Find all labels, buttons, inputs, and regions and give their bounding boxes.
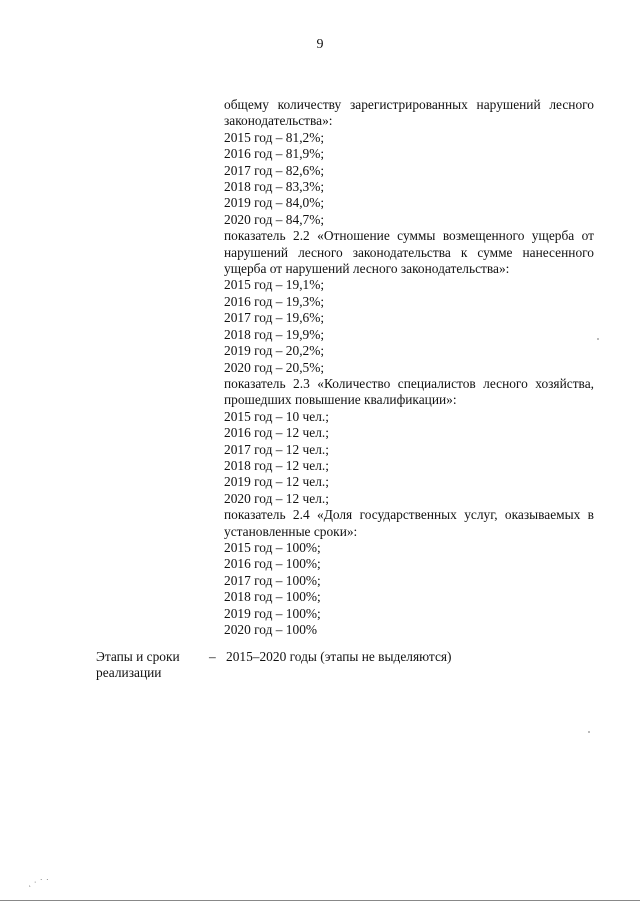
text-line: 2018 год – 19,9%; bbox=[224, 326, 325, 342]
text-line: 2020 год – 84,7%; bbox=[224, 211, 325, 227]
text-line: 2019 год – 100%; bbox=[224, 605, 321, 621]
text-line: 2016 год – 19,3%; bbox=[224, 293, 325, 309]
text-line: установленные сроки»: bbox=[224, 523, 358, 539]
text-line: показатель 2.3 «Количество специалистов лесного хозяйства, bbox=[224, 375, 594, 391]
stages-label bbox=[96, 649, 206, 682]
text-line: 2020 год – 20,5%; bbox=[224, 359, 325, 375]
text-line: 2017 год – 19,6%; bbox=[224, 310, 325, 326]
text-line: 2017 год – 82,6%; bbox=[224, 162, 325, 178]
text-line: 2018 год – 100%; bbox=[224, 589, 321, 605]
indicator-block bbox=[224, 228, 594, 376]
text-line: показатель 2.4 «Доля государственных услуг, оказываемых в bbox=[224, 507, 594, 523]
text-line: 2020 год – 12 чел.; bbox=[224, 490, 329, 506]
text-line: показатель 2.2 «Отношение суммы возмещенного ущерба от bbox=[224, 228, 594, 244]
indicator-block bbox=[224, 507, 594, 638]
scan-mark: ͅ ᐧ ᐝ ᐝ bbox=[30, 878, 50, 887]
text-line: 2019 год – 20,2%; bbox=[224, 343, 325, 359]
scan-edge-line bbox=[0, 900, 640, 901]
text-line: 2016 год – 100%; bbox=[224, 556, 321, 572]
text-line: 2019 год – 12 чел.; bbox=[224, 474, 329, 490]
text-line: 2015 год – 10 чел.; bbox=[224, 408, 329, 424]
text-line: общему количеству зарегистрированных нарушений лесного bbox=[224, 97, 594, 112]
text-line: ущерба от нарушений лесного законодательства»: bbox=[224, 261, 510, 277]
stages-label-line-1: Этапы и сроки bbox=[96, 649, 180, 664]
stages-value: 2015–2020 годы (этапы не выделяются) bbox=[226, 649, 452, 664]
text-line: 2015 год – 19,1%; bbox=[224, 277, 325, 293]
scan-speck bbox=[597, 338, 599, 340]
indicator-block bbox=[224, 376, 594, 507]
text-line: 2019 год – 84,0%; bbox=[224, 195, 325, 211]
text-line: законодательства»: bbox=[224, 113, 333, 129]
text-line: 2016 год – 12 чел.; bbox=[224, 425, 329, 441]
text-line: 2018 год – 12 чел.; bbox=[224, 457, 329, 473]
text-line: 2017 год – 12 чел.; bbox=[224, 441, 329, 457]
stages-dash: – bbox=[209, 649, 216, 664]
text-line: 2015 год – 81,2%; bbox=[224, 129, 325, 145]
text-line: 2020 год – 100% bbox=[224, 622, 318, 637]
text-line: 2017 год – 100%; bbox=[224, 572, 321, 588]
indicator-block bbox=[224, 97, 594, 228]
indicator-list bbox=[224, 97, 594, 638]
text-line: 2018 год – 83,3%; bbox=[224, 179, 325, 195]
text-line: нарушений лесного законодательства к сумме нанесенного bbox=[224, 244, 594, 260]
text-line: 2015 год – 100%; bbox=[224, 539, 321, 555]
scan-speck bbox=[588, 731, 590, 733]
page-number: 9 bbox=[316, 37, 324, 52]
text-line: прошедших повышение квалификации»: bbox=[224, 392, 457, 408]
stages-label-line-2: реализации bbox=[96, 665, 162, 681]
text-line: 2016 год – 81,9%; bbox=[224, 146, 325, 162]
